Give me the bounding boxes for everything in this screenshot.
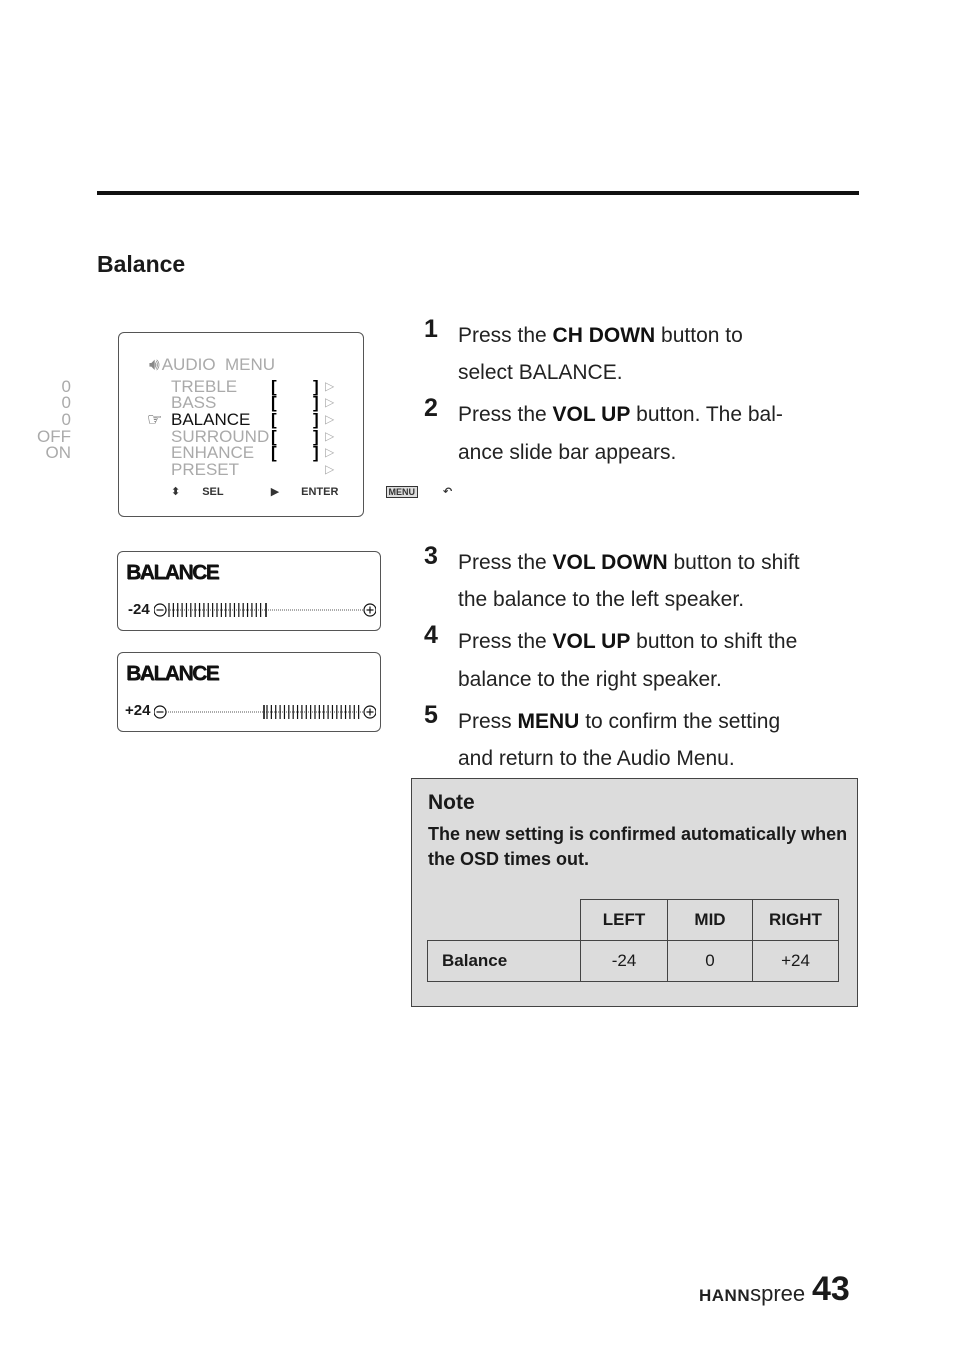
bracket-close-icon: ]	[313, 443, 319, 462]
note-box	[411, 778, 858, 1007]
balance-slider	[154, 700, 376, 724]
triangle-right-icon: ▷	[325, 395, 335, 409]
step-number: 5	[424, 701, 438, 729]
balance-value: +24	[125, 702, 151, 719]
triangle-right-icon: ▷	[325, 412, 335, 426]
table-header-right: RIGHT	[753, 900, 839, 941]
step-text: Press the VOL DOWN button to shift the balance to the left speaker.	[458, 551, 800, 611]
osd-footer	[171, 485, 496, 498]
table-cell: +24	[753, 941, 839, 982]
up-down-icon: ⬍	[171, 486, 181, 498]
triangle-right-icon: ▷	[325, 445, 335, 459]
section-title: Balance	[97, 251, 186, 277]
balance-box-left	[117, 551, 381, 631]
balance-table	[427, 899, 839, 982]
step-number: 2	[424, 394, 438, 422]
note-text: The new setting is confirmed automatically when the OSD times out.	[428, 824, 848, 869]
note-title: Note	[428, 791, 475, 814]
table-row	[428, 941, 839, 982]
balance-box-right	[117, 652, 381, 732]
speaker-icon: 🔊︎	[149, 355, 160, 374]
brand-logo: HANNspree	[699, 1281, 806, 1306]
bracket-close-icon: ]	[313, 410, 319, 429]
bracket-open-icon: [	[271, 393, 277, 412]
balance-title: BALANCE	[126, 561, 219, 584]
bracket-open-icon: [	[271, 427, 277, 446]
step-text: Press the CH DOWN button to select BALANCE.	[458, 324, 743, 384]
play-icon: ▶	[270, 486, 280, 498]
osd-audio-menu: 🔊︎ AUDIO MENU TREBLE [ 0 ] ▷ BASS [ 0 ] ▷ ☞ BALANCE [ 0 ] ▷ SURROUND [ OFF ] ▷ ENHANCE [ ON ] ▷ PRESET ▷ ⬍ SEL ▶ ENTER MENU ↶	[118, 332, 364, 517]
table-blank-cell	[428, 900, 581, 941]
osd-menu-title: 🔊︎ AUDIO MENU	[149, 355, 276, 374]
balance-value: -24	[128, 601, 150, 618]
table-header-mid: MID	[668, 900, 753, 941]
bracket-close-icon: ]	[313, 393, 319, 412]
bracket-open-icon: [	[271, 377, 277, 396]
bracket-open-icon: [	[271, 410, 277, 429]
balance-title: BALANCE	[126, 662, 219, 685]
bracket-close-icon: ]	[313, 377, 319, 396]
table-header-left: LEFT	[581, 900, 668, 941]
table-cell: -24	[581, 941, 668, 982]
triangle-right-icon: ▷	[325, 379, 335, 393]
osd-menu: MENU ↶	[386, 486, 475, 498]
page-number: 43	[812, 1270, 850, 1308]
step-number: 1	[424, 315, 438, 343]
osd-sel: ⬍ SEL	[171, 486, 224, 498]
top-rule	[97, 191, 859, 195]
pointing-hand-icon: ☞	[147, 410, 163, 429]
table-header-row	[428, 900, 839, 941]
step-text: Press the VOL UP button. The bal- ance slide bar appears.	[458, 403, 783, 464]
bracket-open-icon: [	[271, 443, 277, 462]
osd-enter: ▶ ENTER	[270, 486, 339, 498]
step-number: 4	[424, 621, 438, 649]
table-row-label: Balance	[428, 941, 581, 982]
balance-slider	[154, 598, 376, 622]
triangle-right-icon: ▷	[325, 429, 335, 443]
step-text: Press the VOL UP button to shift the balance to the right speaker.	[458, 630, 798, 691]
step-text: Press MENU to confirm the setting and return to the Audio Menu.	[458, 710, 781, 770]
table-cell: 0	[668, 941, 753, 982]
triangle-right-icon: ▷	[325, 462, 335, 476]
bracket-close-icon: ]	[313, 427, 319, 446]
step-number: 3	[424, 542, 438, 570]
return-icon: ↶	[440, 486, 453, 498]
